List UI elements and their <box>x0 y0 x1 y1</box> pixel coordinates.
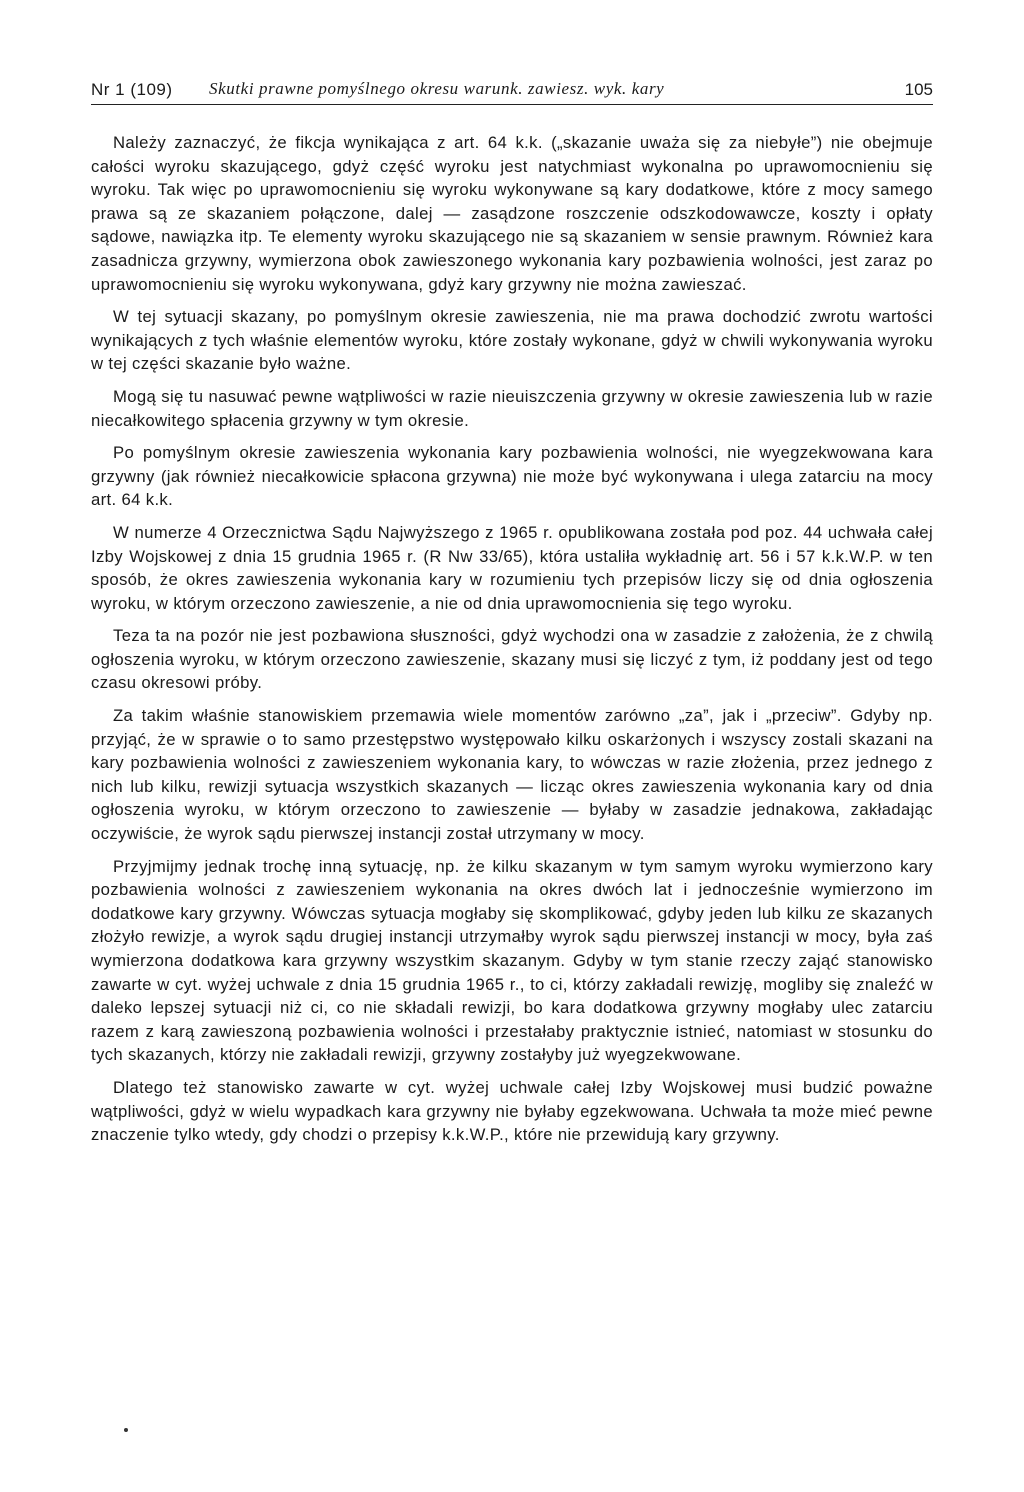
page-number: 105 <box>904 80 933 99</box>
running-title: Skutki prawne pomyślnego okresu warunk. zawiesz. wyk. kary <box>209 79 665 98</box>
paragraph: Należy zaznaczyć, że fikcja wynikająca z art. 64 k.k. („skazanie uważa się za niebyłe”) nie obejmuje całości wyroku skazującego, gdyż część wyroku jest natychmiast wykonalna po uprawomocnieniu się wyroku. Tak więc po uprawomocnieniu się wyroku wykonywane są kary dodatkowe, które z mocy samego prawa są ze skazaniem połączone, dalej — zasądzone roszczenie odszkodowawcze, koszty i opłaty sądowe, nawiązka itp. Te elementy wyroku skazującego nie są skazaniem w sensie prawnym. Również kara zasadnicza grzywny, wymierzona obok zawieszonego wykonania kary pozbawienia wolności, jest zaraz po uprawomocnieniu się wyroku wykonywana, gdyż kary grzywny nie można zawieszać. <box>91 133 933 294</box>
paragraph: Teza ta na pozór nie jest pozbawiona słuszności, gdyż wychodzi ona w zasadzie z założenia, że z chwilą ogłoszenia wyroku, w którym orzeczono zawieszenie, skazany musi się liczyć z tym, iż poddany jest od tego czasu okresowi próby. <box>91 626 933 693</box>
document-page <box>91 66 933 1156</box>
paragraph: W tej sytuacji skazany, po pomyślnym okresie zawieszenia, nie ma prawa dochodzić zwrotu wartości wynikających z tych właśnie elementów wyroku, które zostały wykonane, gdyż w chwili wykonywania wyroku w tej części skazanie było ważne. <box>91 307 933 374</box>
issue-number: Nr 1 (109) <box>91 80 173 99</box>
print-speck <box>124 1428 128 1432</box>
paragraph: W numerze 4 Orzecznictwa Sądu Najwyższego z 1965 r. opublikowana została pod poz. 44 uchwała całej Izby Wojskowej z dnia 15 grudnia 1965 r. (R Nw 33/65), która ustaliła wykładnię art. 56 i 57 k.k.W.P. w ten sposób, że okres zawieszenia wykonania kary w rozumieniu tych przepisów liczy się od dnia ogłoszenia wyroku, w którym orzeczono zawieszenie, a nie od dnia uprawomocnienia się tego wyroku. <box>91 522 933 613</box>
paragraph: Dlatego też stanowisko zawarte w cyt. wyżej uchwale całej Izby Wojskowej musi budzić poważne wątpliwości, gdyż w wielu wypadkach kara grzywny nie byłaby egzekwowana. Uchwała ta może mieć pewne znaczenie tylko wtedy, gdy chodzi o przepisy k.k.W.P., które nie przewidują kary grzywny. <box>91 1077 933 1145</box>
paragraph: Przyjmijmy jednak trochę inną sytuację, np. że kilku skazanym w tym samym wyroku wymierzono kary pozbawienia wolności z zawieszeniem wykonania na okres dwóch lat i jednocześnie wymierzono im dodatkowe kary grzywny. Wówczas sytuacja mogłaby się skomplikować, gdyby jeden lub kilku ze skazanych złożyło rewizje, a wyrok sądu drugiej instancji utrzymałby wyrok sądu pierwszej instancji w mocy, była zaś wymierzona dodatkowa kara grzywny wszystkim skazanym. Gdyby w tym stanie rzeczy zająć stanowisko zawarte w cyt. wyżej uchwale z dnia 15 grudnia 1965 r., to ci, którzy zakładali rewizję, mogliby się znaleźć w daleko lepszej sytuacji niż ci, co nie składali rewizji, bo kara dodatkowa grzywny mogłaby ulec zatarciu razem z karą zawieszoną pozbawienia wolności i przestałaby praktycznie istnieć, natomiast w stosunku do tych skazanych, którzy nie zakładali rewizji, grzywny zostałyby już wyegzekwowane. <box>91 856 933 1065</box>
paragraph: Po pomyślnym okresie zawieszenia wykonania kary pozbawienia wolności, nie wyegzekwowana kara grzywny (jak również niecałkowicie spłacona grzywna) nie może być wykonywana i ulega zatarciu na mocy art. 64 k.k. <box>91 443 933 510</box>
article-body <box>91 131 933 1147</box>
running-header <box>91 66 933 105</box>
paragraph: Za takim właśnie stanowiskiem przemawia wiele momentów zarówno „za”, jak i „przeciw”. Gdyby np. przyjąć, że w sprawie o to samo przestępstwo występowało kilku oskarżonych i wszyscy zostali skazani na kary pozbawienia wolności z zawieszeniem wykonania kary, to wówczas w razie złożenia, przez jednego z nich lub kilku, rewizji sytuacja wszystkich skazanych — licząc okres zawieszenia wykonania kary od dnia ogłoszenia wyroku, w którym orzeczono to zawieszenie — byłaby w zasadzie jednakowa, zakładając oczywiście, że wyrok sądu pierwszej instancji został utrzymany w mocy. <box>91 706 933 844</box>
paragraph: Mogą się tu nasuwać pewne wątpliwości w razie nieuiszczenia grzywny w okresie zawieszenia lub w razie niecałkowitego spłacenia grzywny w tym okresie. <box>91 386 933 430</box>
